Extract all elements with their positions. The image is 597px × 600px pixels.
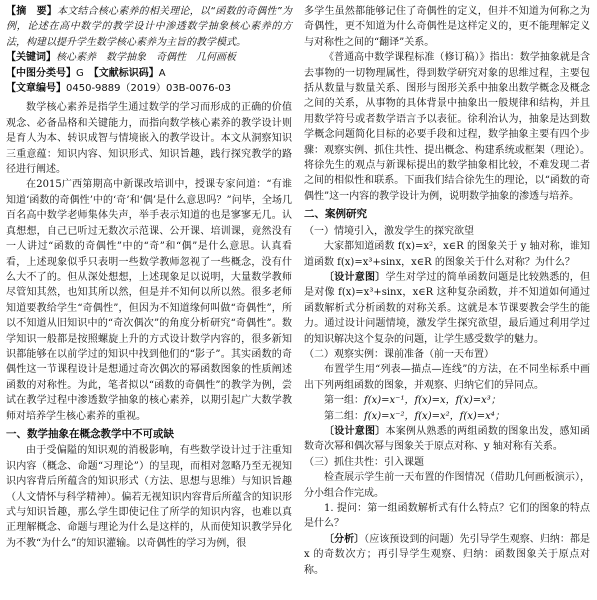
article-number-line	[6, 81, 292, 96]
design-intent-2-text: 本案例从熟悉的两组函数的图象出发，感知函数奇次幂和偶次幂与图象关于原点对称、y 轴对称有关系。	[304, 425, 591, 453]
analysis-paragraph	[304, 532, 590, 578]
subsection-1-heading: （一）情境引入，激发学生的探究欲望	[304, 225, 474, 237]
design-intent-1-text: 学生对学过的简单函数问题是比较熟悉的，但是对像 f(x)=x³+sinx，x∈R 这种复杂函数，并不知道如何通过函数解析式分析函数的对称关系。这就是本节课要教会学生的能力。通过设计问题情境，激发学生探究欲望，最后通过利用学过的知识解决这个复杂的问题，让学生感受数学的魅力。	[304, 271, 591, 345]
analysis-text: （应该预设到的问题）先引导学生观察、归纳：都是 x 的奇数次方；再引导学生观察、归纳：函数图象关于原点对称。	[304, 533, 591, 576]
design-intent-1-label: 〔设计意图〕	[324, 271, 386, 283]
section-1-paragraph: 由于受偏隘的知识观的消极影响，有些数学设计过于注重知识内容（概念、命题“习理论”）的呈现，而相对忽略乃至无视知识内容背后所蕴含的知识形式（方法、思想与思维）与知识旨趣（人文情怀与科学精神）。偏若无视知识内容背后所蕴含的知识形式与知识旨趣，那么学生即使记住了所学的知识内容，也难以真正理解概念、命题与理论为什么是这样的，从而使知识教学异化为不教“为什么”的知识灌输。以奇偶性的学习为例，很	[6, 445, 292, 549]
subsection-3-paragraph: 检查展示学生前一天布置的作图情况（借助几何画板演示），分小组合作完成。	[304, 472, 590, 499]
left-column	[6, 4, 292, 551]
subsection-3-heading: （三）抓住共性：引入课题	[304, 456, 424, 468]
design-intent-2-label: 〔设计意图〕	[324, 425, 386, 437]
background-paragraph: 在2015广西第期高中新课改培训中，授课专家问道：“有谁知道‘函数的奇偶性’中的‘奇’和‘偶’是什么意思吗？”问毕，全场几百名高中数学老师集体失声，举手表示知道的也是寥寥无几。认真想想，自己已听过无数次示范课、公开课、培训课，竟然没有一人讲过“函数的奇偶性”中的“奇”和“偶”是什么意思。认真看看，上述现象似乎只表明一些数学教师忽视了一些概念，没有什么大不了的。但从深处想想，上述现象足以说明，大量数学教师尽管知其然，也知其所以然，但是并不知何以所以然。很多老师知道要教给学生“奇偶性”，但因为不知道缘何叫做“奇偶性”，所以不知道从旧知识中的“奇次偶次”的角度分析研究“奇偶性”。数学知识一般都是按照螺旋上升的方式设计数学内容的，很多新知识都能够在以前学过的知识中找到他们的“影子”。其实函数的奇偶性这一节课程设计是想通过奇次偶次的幂函数图象的性质阐述函数的对称性。为此，笔者拟以“函数的奇偶性”的教学为例，尝试在教学过程中渗透数学抽象的核心素养，以期引起广大数学教师对培养学生核心素养的重视。	[6, 179, 292, 422]
design-intent-2	[304, 424, 590, 455]
question-1: 1. 提问：第一组函数解析式有什么特点？它们的图象的特点是什么？	[304, 503, 590, 530]
doc-code-value: A	[158, 67, 166, 79]
abstract-label: 【摘 要】	[6, 6, 58, 17]
abstract	[6, 4, 292, 50]
function-group-2	[304, 409, 590, 424]
intro-paragraph: 数学核心素养是指学生通过数学的学习而形成的正确的价值观念、必备品格和关键能力，而指向数学核心素养的教学设计则是育人为本、转识成智与情境嵌入的教学设计。本文从洞察知识三重意蕴：知识内容、知识形式、知识旨趣，践行探究教学的路径进行阐述。	[6, 102, 292, 176]
function-group-1	[304, 393, 590, 408]
classification-value: G	[76, 67, 84, 79]
classification-line	[6, 66, 292, 81]
section-1-heading: 一、数学抽象在概念教学中不可或缺	[6, 427, 174, 440]
subsection-2-heading: （二）观察实例：课前准备（前一天布置）	[304, 348, 494, 360]
design-intent-1	[304, 270, 590, 347]
article-number-value: 0450-9889（2019）03B-0076-03	[66, 83, 231, 95]
analysis-label: 〔分析〕	[324, 533, 365, 545]
subsection-1-paragraph: 大家都知道函数 f(x)=x²，x∈R 的图象关于 y 轴对称，谁知道函数 f(x)=x³+sinx，x∈R 的图象关于什么对称？为什么？	[304, 241, 590, 268]
right-column	[304, 4, 590, 578]
classification-label: 【中图分类号】	[6, 67, 76, 79]
group-2-label: 第二组：	[324, 410, 364, 422]
article-number-label: 【文章编号】	[6, 83, 66, 95]
keywords-text: 核心素养 数学抽象 奇偶性 几何画板	[56, 52, 236, 64]
abstract-text: 本文结合核心素养的相关理论，以“函数的奇偶性”为例，论述在高中数学的教学设计中渗透数学抽象核心素养的方法，构建以提升学生数学核心素养为主旨的教学模式。	[6, 6, 292, 48]
group-1-formulas: f(x)=x⁻¹，f(x)=x，f(x)=x³；	[364, 395, 501, 407]
doc-code-label: 【文献标识码】	[93, 67, 159, 79]
group-1-label: 第一组：	[324, 395, 364, 407]
section-2-heading: 二、案例研究	[304, 208, 367, 221]
keywords-label: 【关键词】	[6, 52, 56, 64]
subsection-2-paragraph: 布置学生用“列表—描点—连线”的方法，在不同坐标系中画出下列两组函数的图象，并观察、归纳它们的异同点。	[304, 364, 590, 391]
continued-paragraph: 多学生虽然都能够记住了奇偶性的定义，但并不知道为何称之为奇偶性，更不知道为什么奇偶性是这样定义的，更不能理解定义与对称性之间的“翻译”关系。	[304, 6, 590, 48]
group-2-formulas: f(x)=x⁻²，f(x)=x²，f(x)=x⁴；	[364, 410, 505, 422]
keywords	[6, 50, 292, 65]
standard-paragraph: 《普通高中数学课程标准（修订稿）》指出：数学抽象就是含去事物的一切物理属性，得到数学研究对象的思维过程，主要包括从数量与数量关系、图形与图形关系中抽象出数学概念及概念之间的关系，从事物的具体背景中抽象出一般规律和结构，并且用数学符号或者数学语言予以表征。徐利治认为，抽象是达到数学概念问题简化目标的必要手段和过程，数学抽象主要有四个步骤：观察实例、抓住共性、提出概念、构建系统或框架（理论）。将徐先生的观点与新课标提出的数学抽象相比较，不难发现二者之间的相似性和联系。下面我们结合徐先生的理论，以“函数的奇偶性”这一内容的教学设计为例，说明数学抽象的渗透与培养。	[304, 52, 590, 202]
